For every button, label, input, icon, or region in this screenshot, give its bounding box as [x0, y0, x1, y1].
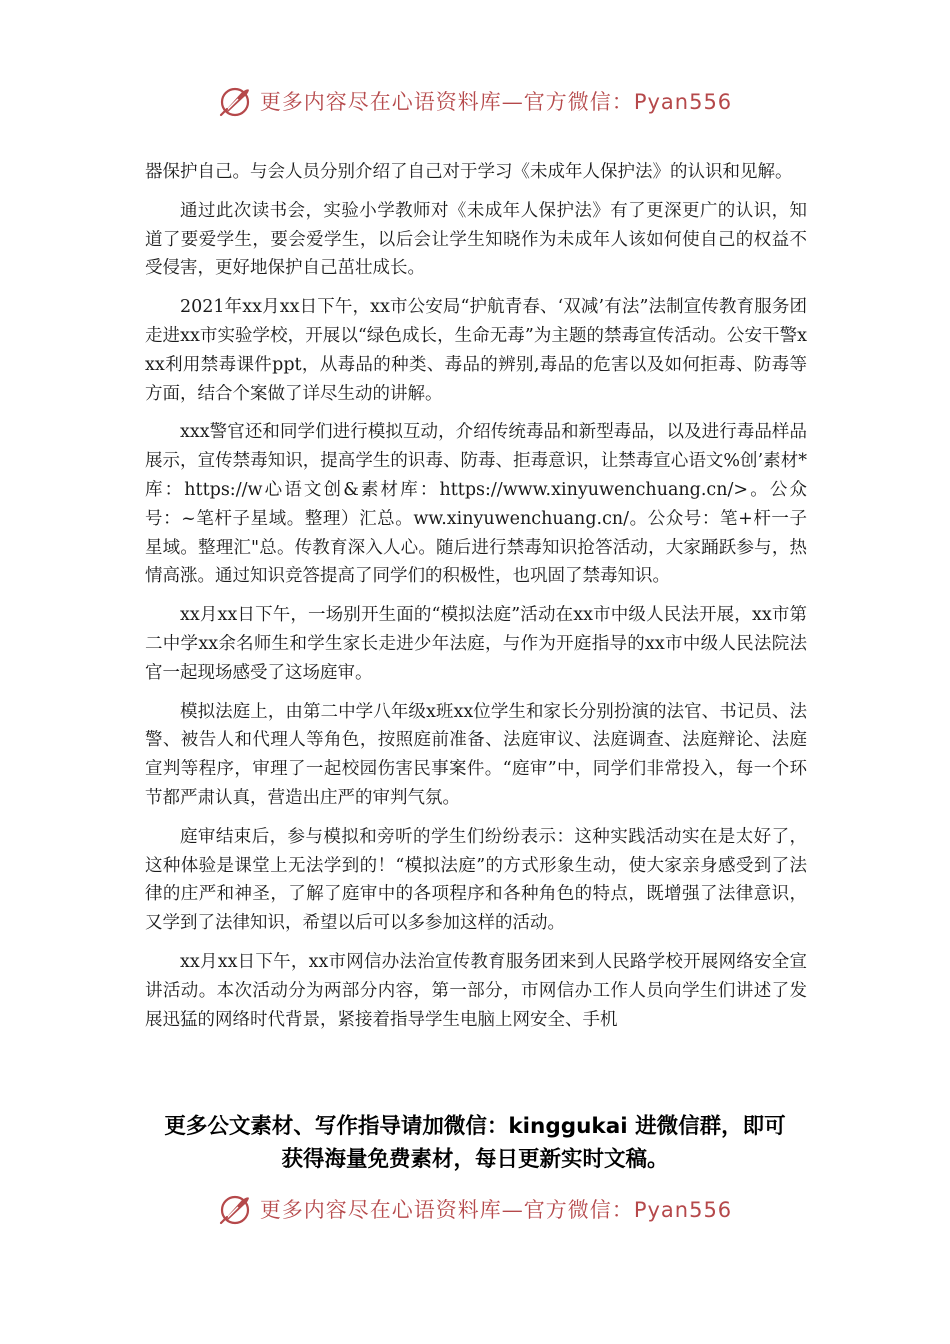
promo-line-2: 获得海量免费素材，每日更新实时文稿。 [281, 1147, 669, 1172]
paragraph: 庭审结束后，参与模拟和旁听的学生们纷纷表示：这种实践活动实在是太好了，这种体验是课堂上无法学到的！“模拟法庭”的方式形象生动，使大家亲身感受到了法律的庄严和神圣，了解了庭审中的各项程序和各种角色的特点，既增强了法律意识，又学到了法律知识，希望以后可以多参加这样的活动。 [145, 826, 807, 934]
banner-wechat-id: Pyan556 [633, 1198, 733, 1222]
paragraph: xx月xx日下午，一场别开生面的“模拟法庭”活动在xx市中级人民法开展，xx市第二中学xx余名师生和学生家长走进少年法庭，与作为开庭指导的xx市中级人民法院法官一起现场感受了这场庭审。 [145, 605, 807, 683]
banner-text-cn: 更多内容尽在心语资料库—官方微信： [259, 1198, 634, 1222]
paragraph: 2021年xx月xx日下午，xx市公安局“护航青春、‘双减’有法”法制宣传教育服务团走进xx市实验学校，开展以“绿色成长，生命无毒”为主题的禁毒宣传活动。公安干警xxx利用禁毒课件ppt，从毒品的种类、毒品的辨别,毒品的危害以及如何拒毒、防毒等方面，结合个案做了详尽生动的讲解。 [145, 297, 807, 404]
banner-text-cn: 更多内容尽在心语资料库—官方微信： [259, 90, 634, 114]
banner-wechat-id: Pyan556 [633, 90, 733, 114]
promo-line-1: 更多公文素材、写作指导请加微信：kinggukai 进微信群，即可 [164, 1114, 786, 1139]
quill-pen-logo-icon [218, 84, 252, 118]
paragraph: 器保护自己。与会人员分别介绍了自己对于学习《未成年人保护法》的认识和见解。 [145, 162, 793, 182]
paragraph: xxx警官还和同学们进行模拟互动，介绍传统毒品和新型毒品，以及进行毒品样品展示，宣传禁毒知识，提高学生的识毒、防毒、拒毒意识，让禁毒宣心语文%创’素材*库：https://w心语文创&素材库：https://www.xinyuwenchuang.cn/>。公众号：~笔杆子星域。整理）汇总。ww.xinyuwenchuang.cn/。公众号：笔+杆一子星域。整理汇"总。传教育深入人心。随后进行禁毒知识抢答活动，大家踊跃参与，热情高涨。通过知识竞答提高了同学们的积极性，也巩固了禁毒知识。 [145, 422, 807, 587]
promo-notice [0, 1110, 950, 1176]
paragraph: 通过此次读书会，实验小学教师对《未成年人保护法》有了更深更广的认识，知道了要爱学生，要会爱学生，以后会让学生知晓作为未成年人该如何使自己的权益不受侵害，更好地保护自己茁壮成长。 [145, 200, 807, 279]
banner-text [260, 86, 732, 116]
header-banner [0, 84, 950, 118]
paragraph: 模拟法庭上，由第二中学八年级x班xx位学生和家长分别扮演的法官、书记员、法警、被告人和代理人等角色，按照庭前准备、法庭审议、法庭调查、法庭辩论、法庭宣判等程序，审理了一起校园伤害民事案件。“庭审”中，同学们非常投入，每一个环节都严肃认真，营造出庄严的审判气氛。 [145, 701, 807, 808]
banner-text [260, 1194, 732, 1224]
quill-pen-logo-icon [218, 1192, 252, 1226]
paragraph: xx月xx日下午，xx市网信办法治宣传教育服务团来到人民路学校开展网络安全宣讲活动。本次活动分为两部分内容，第一部分，市网信办工作人员向学生们讲述了发展迅猛的网络时代背景，紧接着指导学生电脑上网安全、手机 [145, 951, 807, 1030]
footer-banner [0, 1192, 950, 1226]
document-body [145, 158, 807, 1044]
